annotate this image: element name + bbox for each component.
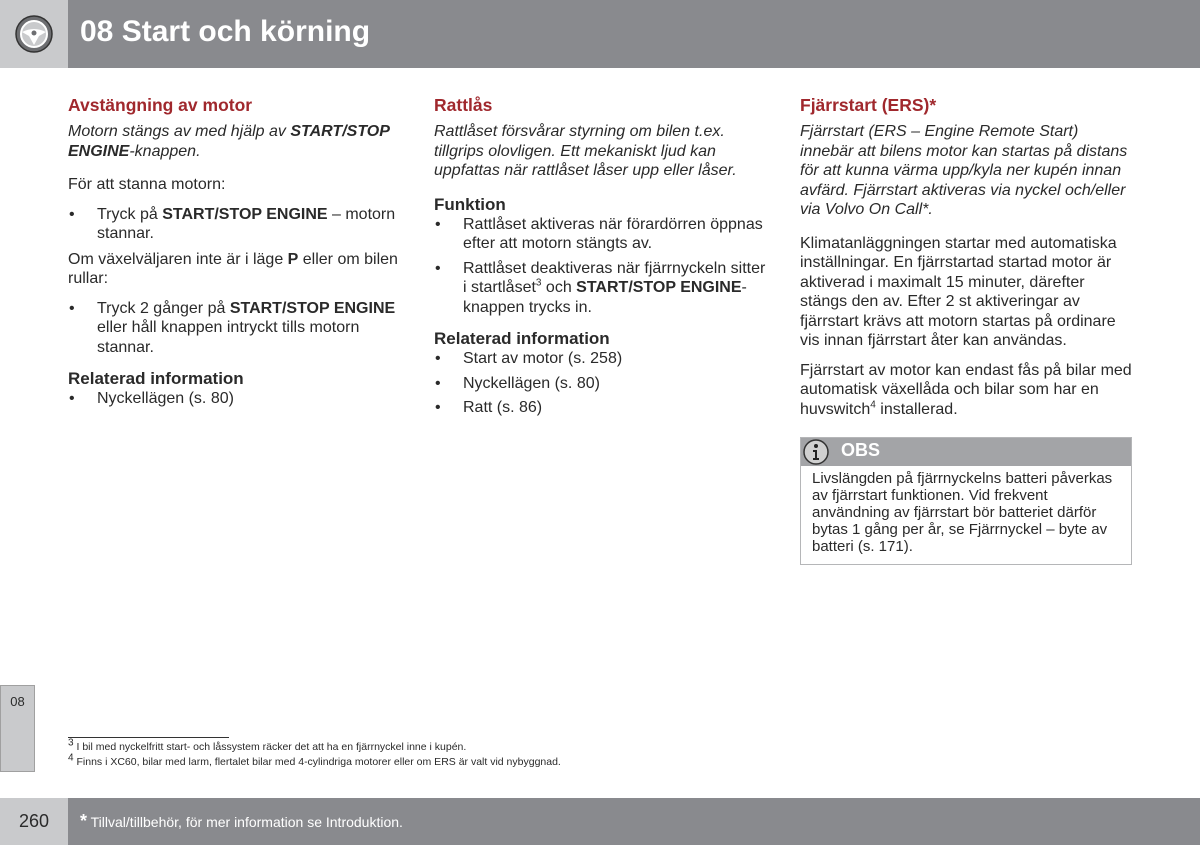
list-item: • Tryck 2 gånger på START/STOP ENGINE eller håll knappen intryckt tills motorn stannar. bbox=[68, 299, 400, 358]
section-title: Fjärrstart (ERS)* bbox=[800, 95, 937, 115]
function-title: Funktion bbox=[434, 194, 506, 214]
paragraph: För att stanna motorn: bbox=[68, 176, 226, 193]
section-rattlas bbox=[434, 94, 766, 424]
footnote-divider bbox=[68, 737, 229, 738]
related-title: Relaterad information bbox=[68, 369, 244, 388]
related-link[interactable]: • Nyckellägen (s. 80) bbox=[68, 389, 400, 409]
info-icon bbox=[803, 439, 829, 465]
list-item: • Tryck på START/STOP ENGINE – motorn stannar. bbox=[68, 205, 400, 244]
chapter-side-tab[interactable]: 08 bbox=[0, 685, 35, 772]
footer-note: * Tillval/tillbehör, för mer information se Introduktion. bbox=[68, 798, 1200, 845]
chapter-icon-area bbox=[0, 0, 68, 68]
paragraph: Fjärrstart av motor kan endast fås på bilar med automatisk växellåda och bilar som har en huvswitch$^4$ installerad. bbox=[800, 361, 1132, 418]
section-fjarrstart bbox=[800, 94, 1132, 565]
related-link[interactable]: • Ratt (s. 86) bbox=[434, 398, 766, 418]
section-intro: Rattlåset försvårar styrning om bilen t.ex. tillgrips olovligen. Ett mekaniskt ljud kan uppfattas när rattlåset låser upp eller låser. bbox=[434, 123, 737, 179]
steering-wheel-icon bbox=[14, 14, 54, 54]
obs-note bbox=[800, 437, 1132, 565]
list-item: • Rattlåset deaktiveras när fjärrnyckeln sitter i startlåset$^3$ och START/STOP ENGINE-knappen trycks in. bbox=[434, 259, 766, 318]
footnote: $^4$ Finns i XC60, bilar med larm, flertalet bilar med 4-cylindriga motorer eller om ERS är valt vid nybyggnad. bbox=[68, 752, 561, 768]
related-link[interactable]: • Nyckellägen (s. 80) bbox=[434, 374, 766, 394]
paragraph: Klimatanläggningen startar med automatiska inställningar. En fjärrstartad startad motor är aktiverad i maximalt 15 minuter, därefter stängs den av. Efter 2 st aktiveringar av fjärrstart krävs att motorn startas på ordinare vis innan fjärrstart åter kan användas. bbox=[800, 234, 1117, 349]
list-item: • Rattlåset aktiveras när förardörren öppnas efter att motorn stängts av. bbox=[434, 215, 766, 254]
section-intro: Fjärrstart (ERS – Engine Remote Start) innebär att bilens motor kan startas på distans för att kunna värma upp/kyla ner kupén innan avfärd. Fjärrstart aktiveras via nyckel och/eller via Volvo On Call*. bbox=[800, 123, 1128, 218]
chapter-header bbox=[68, 0, 1200, 68]
paragraph: Om växelväljaren inte är i läge P eller om bilen rullar: bbox=[68, 250, 398, 287]
section-intro: Motorn stängs av med hjälp av START/STOP ENGINE-knappen. bbox=[68, 123, 390, 160]
related-title: Relaterad information bbox=[434, 329, 610, 348]
section-title: Rattlås bbox=[434, 95, 493, 115]
footnote: $^3$ I bil med nyckelfritt start- och låssystem räcker det att ha en fjärrnyckel inne i kupén. bbox=[68, 737, 467, 753]
obs-title: OBS bbox=[841, 440, 881, 460]
section-title: Avstängning av motor bbox=[68, 95, 253, 115]
chapter-title: 08 Start och körning bbox=[80, 15, 371, 48]
section-avstangning bbox=[68, 94, 400, 415]
related-link[interactable]: • Start av motor (s. 258) bbox=[434, 349, 766, 369]
obs-text: Livslängden på fjärrnyckelns batteri påverkas av fjärrstart funktionen. Vid frekvent användning av fjärrstart bör batteriet därför bytas 1 gång per år, se Fjärrnyckel – byte av batteri (s. 171). bbox=[812, 470, 1113, 555]
page-number: 260 bbox=[0, 798, 68, 845]
